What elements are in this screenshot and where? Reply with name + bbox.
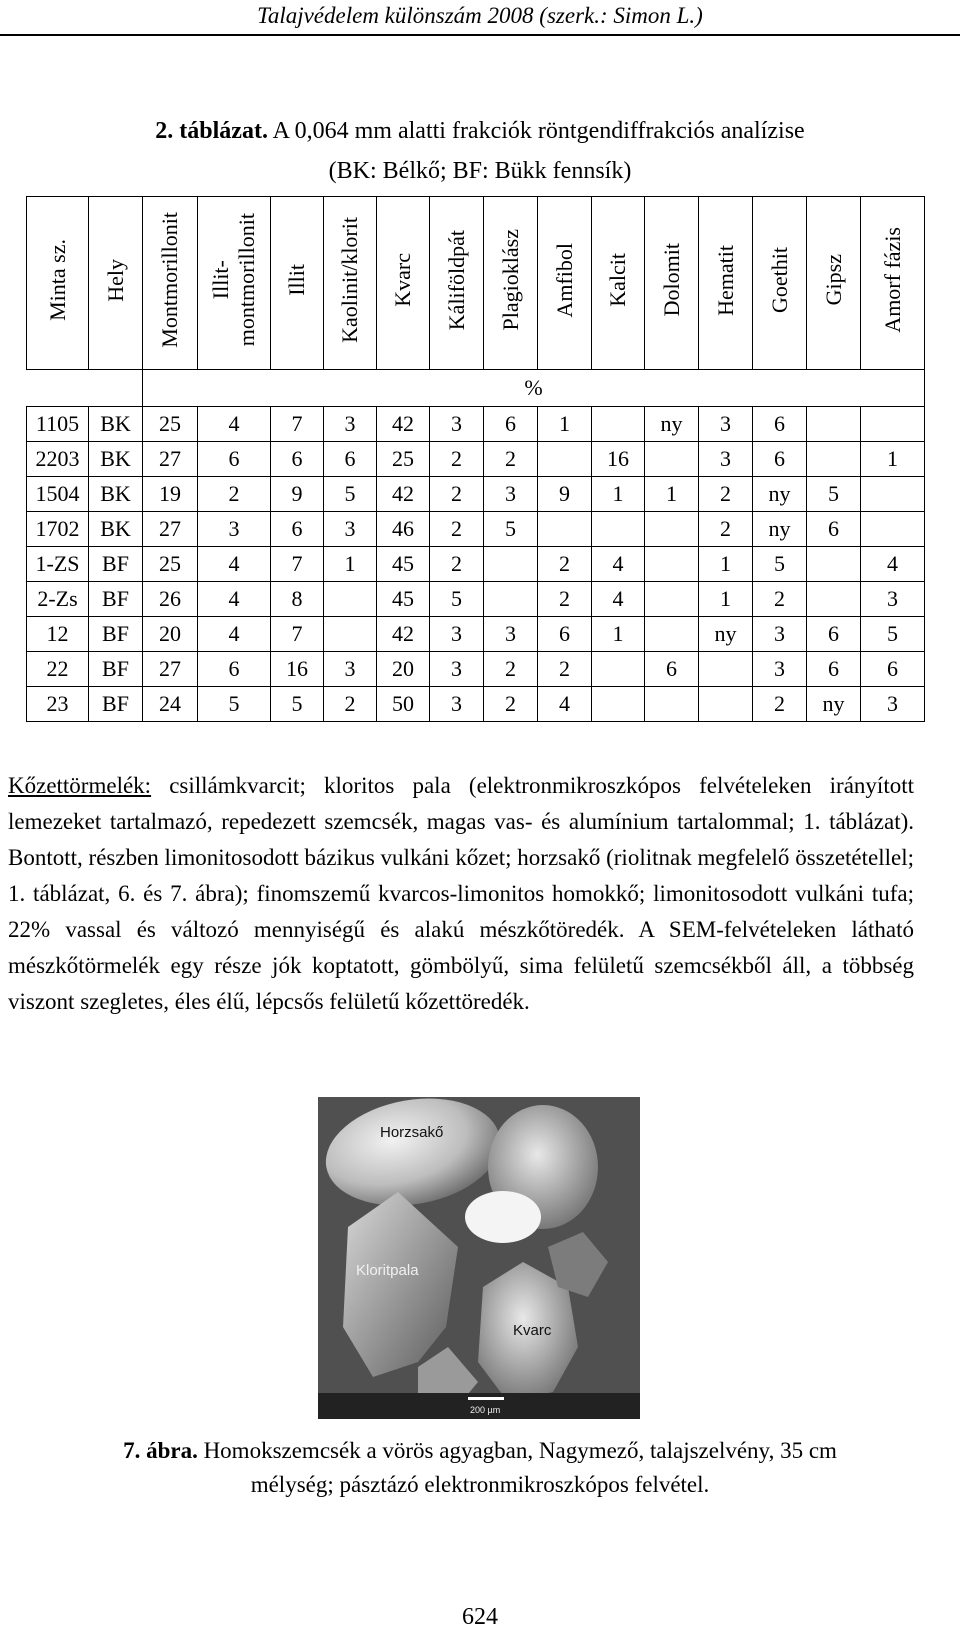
- table-cell: 5: [198, 687, 271, 722]
- table-cell: 20: [143, 617, 198, 652]
- table-cell: 2: [753, 687, 807, 722]
- table-cell: ny: [699, 617, 753, 652]
- scale-label: 200 µm: [470, 1405, 501, 1415]
- table-cell: 8: [271, 582, 324, 617]
- table-cell: 24: [143, 687, 198, 722]
- table-row: [27, 547, 925, 582]
- table-cell: 1702: [27, 512, 89, 547]
- table-cell: 6: [807, 617, 861, 652]
- table-cell: 2: [538, 652, 592, 687]
- table-cell: 2: [484, 442, 538, 477]
- column-header: [538, 197, 592, 370]
- table-cell: 2: [430, 512, 484, 547]
- table-cell: 3: [324, 512, 377, 547]
- table-cell: 1: [592, 477, 645, 512]
- pumice-label: Horzsakő: [380, 1124, 444, 1141]
- figure-caption-text: Homokszemcsék a vörös agyagban, Nagymező, talajszelvény, 35 cm: [197, 1438, 837, 1463]
- table-cell: 2: [198, 477, 271, 512]
- table-cell: 9: [538, 477, 592, 512]
- table-cell: BF: [89, 652, 143, 687]
- table-caption-line2: (BK: Bélkő; BF: Bükk fennsík): [328, 158, 632, 184]
- column-header: [753, 197, 807, 370]
- table-cell: 22: [27, 652, 89, 687]
- xrd-table: [26, 196, 925, 722]
- table-cell: 3: [324, 407, 377, 442]
- table-cell: [645, 442, 699, 477]
- column-header-label: Illit- montmorillonit: [208, 213, 259, 347]
- table-cell: [484, 547, 538, 582]
- table-cell: BF: [89, 582, 143, 617]
- table-row: [27, 407, 925, 442]
- table-cell: [592, 512, 645, 547]
- table-cell: 2: [484, 687, 538, 722]
- table-cell: [592, 687, 645, 722]
- table-cell: 2: [484, 652, 538, 687]
- table-cell: BF: [89, 617, 143, 652]
- table-cell: 6: [324, 442, 377, 477]
- column-header-label: Hely: [102, 258, 128, 302]
- figure-caption: [20, 1434, 940, 1468]
- table-cell: 2-Zs: [27, 582, 89, 617]
- table-cell: BK: [89, 512, 143, 547]
- column-header-label: Amfibol: [551, 242, 577, 318]
- column-header: [861, 197, 925, 370]
- table-cell: 2: [430, 477, 484, 512]
- table-cell: 4: [538, 687, 592, 722]
- column-header: [324, 197, 377, 370]
- table-cell: 27: [143, 512, 198, 547]
- table-cell: 1: [324, 547, 377, 582]
- table-cell: 3: [430, 617, 484, 652]
- figure-caption-line2: mélység; pásztázó elektronmikroszkópos felvétel.: [250, 1472, 710, 1497]
- table-cell: 5: [753, 547, 807, 582]
- table-cell: 6: [484, 407, 538, 442]
- paragraph-lead: Kőzettörmelék:: [8, 773, 152, 798]
- table-cell: [807, 547, 861, 582]
- table-cell: 6: [753, 442, 807, 477]
- chlorite-label: Kloritpala: [356, 1262, 419, 1279]
- column-header-label: Kaolinit/klorit: [337, 217, 362, 343]
- column-header-label: Goethit: [766, 247, 792, 313]
- column-header-label: Illit: [284, 264, 309, 296]
- column-header-label: Dolomit: [658, 243, 684, 317]
- table-cell: 3: [753, 652, 807, 687]
- table-cell: 3: [699, 442, 753, 477]
- table-cell: [645, 547, 699, 582]
- table-cell: 3: [430, 687, 484, 722]
- table-cell: 6: [807, 512, 861, 547]
- column-header: [271, 197, 324, 370]
- table-cell: 1-ZS: [27, 547, 89, 582]
- table-cell: 1: [645, 477, 699, 512]
- table-cell: [538, 442, 592, 477]
- table-cell: 4: [198, 407, 271, 442]
- table-cell: BF: [89, 687, 143, 722]
- table-cell: 4: [861, 547, 925, 582]
- table-cell: 50: [377, 687, 430, 722]
- column-header-label: Amorf fázis: [879, 227, 905, 333]
- table-cell: 3: [861, 582, 925, 617]
- table-cell: 3: [324, 652, 377, 687]
- column-header: [484, 197, 538, 370]
- table-cell: [324, 617, 377, 652]
- paragraph-text: csillámkvarcit; kloritos pala (elektronmikroszkópos felvételeken irányított lemezeket tartalmazó, repedezett szemcsék, magas vas- és alumínium tartalommal; 1. táblázat). Bontott, részben limonitosodott bázikus vulkáni kőzet; horzsakő (riolitnak megfelelő összetétellel; 1. táblázat, 6. és 7. ábra); finomszemű kvarcos-limonitos homokkő; limonitosodott vulkáni tufa; 22% vassal és változó mennyiségű és alakú mészkőtöredék. A SEM-felvételeken látható mészkőtörmelék egy része jók koptatott, gömbölyű, sima felületű szemcsékből áll, a többség viszont szegletes, éles élű, lépcsős felületű kőzettöredék.: [8, 773, 914, 1014]
- table-cell: 3: [753, 617, 807, 652]
- column-header-label: Gipsz: [820, 254, 846, 306]
- column-header-label: Kalcit: [605, 253, 630, 307]
- table-caption-text: A 0,064 mm alatti frakciók röntgendiffrakciós analízise: [267, 118, 805, 144]
- table-cell: ny: [753, 477, 807, 512]
- page-number: 624: [462, 1604, 498, 1630]
- table-cell: 6: [861, 652, 925, 687]
- unit-row: [27, 370, 925, 407]
- table-cell: 20: [377, 652, 430, 687]
- bright-grain: [465, 1191, 541, 1243]
- column-header: [377, 197, 430, 370]
- table-cell: 1: [699, 582, 753, 617]
- table-cell: 23: [27, 687, 89, 722]
- table-cell: 6: [271, 442, 324, 477]
- table-cell: 1: [538, 407, 592, 442]
- table-cell: 16: [271, 652, 324, 687]
- table-cell: 27: [143, 652, 198, 687]
- table-cell: 6: [271, 512, 324, 547]
- table-cell: [861, 477, 925, 512]
- table-cell: 7: [271, 617, 324, 652]
- column-header-row: [27, 197, 925, 370]
- sem-micrograph: [318, 1097, 640, 1419]
- table-cell: [592, 652, 645, 687]
- table-cell: [484, 582, 538, 617]
- table-cell: ny: [645, 407, 699, 442]
- table-cell: [807, 442, 861, 477]
- table-cell: 3: [699, 407, 753, 442]
- table-cell: 2: [430, 442, 484, 477]
- table-cell: 26: [143, 582, 198, 617]
- table-cell: 3: [430, 407, 484, 442]
- table-cell: 4: [198, 547, 271, 582]
- table-cell: 25: [377, 442, 430, 477]
- table-cell: 3: [430, 652, 484, 687]
- column-header: [198, 197, 271, 370]
- table-cell: [807, 582, 861, 617]
- column-header: [699, 197, 753, 370]
- column-header: [645, 197, 699, 370]
- table-cell: 1: [861, 442, 925, 477]
- table-cell: 19: [143, 477, 198, 512]
- unit-label: %: [143, 370, 925, 407]
- table-cell: 1: [592, 617, 645, 652]
- table-cell: [592, 407, 645, 442]
- table-cell: 1: [699, 547, 753, 582]
- table-body: [27, 407, 925, 722]
- quartz-label: Kvarc: [513, 1322, 552, 1339]
- table-cell: 1105: [27, 407, 89, 442]
- table-cell: 45: [377, 582, 430, 617]
- table-cell: 9: [271, 477, 324, 512]
- running-header: Talajvédelem különszám 2008 (szerk.: Simon L.): [0, 0, 960, 36]
- column-header: [592, 197, 645, 370]
- table-row: [27, 652, 925, 687]
- column-header: [89, 197, 143, 370]
- table-cell: 25: [143, 547, 198, 582]
- column-header: [143, 197, 198, 370]
- table-cell: 7: [271, 407, 324, 442]
- table-cell: [645, 687, 699, 722]
- table-cell: 6: [753, 407, 807, 442]
- body-paragraph: [8, 768, 914, 1020]
- figure-caption-label: 7. ábra.: [123, 1438, 198, 1463]
- table-cell: 25: [143, 407, 198, 442]
- table-cell: 2: [538, 547, 592, 582]
- table-cell: 5: [430, 582, 484, 617]
- table-cell: ny: [807, 687, 861, 722]
- table-cell: [324, 582, 377, 617]
- column-header-label: Montmorillonit: [157, 212, 182, 348]
- table-cell: 2: [699, 477, 753, 512]
- table-cell: BK: [89, 477, 143, 512]
- table-cell: BF: [89, 547, 143, 582]
- table-cell: 5: [271, 687, 324, 722]
- table-row: [27, 617, 925, 652]
- table-cell: 6: [645, 652, 699, 687]
- table-cell: 5: [861, 617, 925, 652]
- table-cell: 2: [430, 547, 484, 582]
- sem-image: [318, 1097, 640, 1419]
- table-row: [27, 477, 925, 512]
- table-cell: 27: [143, 442, 198, 477]
- table-cell: 6: [198, 652, 271, 687]
- table-cell: [861, 512, 925, 547]
- table-cell: 3: [198, 512, 271, 547]
- table-cell: 6: [538, 617, 592, 652]
- column-header: [430, 197, 484, 370]
- table-caption: [0, 118, 960, 145]
- table-cell: 46: [377, 512, 430, 547]
- table-cell: 7: [271, 547, 324, 582]
- table-cell: 6: [198, 442, 271, 477]
- table-cell: [538, 512, 592, 547]
- table-row: [27, 582, 925, 617]
- column-header-label: Káliföldpát: [443, 229, 469, 331]
- table-cell: 5: [324, 477, 377, 512]
- table-cell: 1504: [27, 477, 89, 512]
- table-caption-label: 2. táblázat.: [155, 118, 268, 144]
- table-cell: [645, 582, 699, 617]
- table-cell: 42: [377, 407, 430, 442]
- table-cell: [861, 407, 925, 442]
- table-cell: 16: [592, 442, 645, 477]
- table-row: [27, 442, 925, 477]
- table-cell: 12: [27, 617, 89, 652]
- table-cell: 2: [324, 687, 377, 722]
- table-cell: 4: [198, 617, 271, 652]
- table-cell: BK: [89, 442, 143, 477]
- scale-bar: [468, 1397, 504, 1400]
- table-row: [27, 687, 925, 722]
- table-cell: 4: [592, 582, 645, 617]
- table-cell: [645, 617, 699, 652]
- table-cell: 4: [198, 582, 271, 617]
- table-row: [27, 512, 925, 547]
- table-cell: 3: [484, 477, 538, 512]
- table-cell: [807, 407, 861, 442]
- table-cell: 3: [861, 687, 925, 722]
- column-header-label: Kvarc: [390, 253, 415, 307]
- table-cell: 42: [377, 477, 430, 512]
- column-header: [807, 197, 861, 370]
- column-header-label: Minta sz.: [44, 239, 70, 321]
- table-cell: 2: [753, 582, 807, 617]
- table-cell: 2203: [27, 442, 89, 477]
- table-cell: [699, 652, 753, 687]
- column-header: [27, 197, 89, 370]
- table-cell: 2: [699, 512, 753, 547]
- table-cell: 4: [592, 547, 645, 582]
- column-header-label: Hematit: [712, 244, 738, 316]
- table-cell: ny: [753, 512, 807, 547]
- table-cell: BK: [89, 407, 143, 442]
- table-cell: [645, 512, 699, 547]
- table-cell: 5: [484, 512, 538, 547]
- table-cell: 2: [538, 582, 592, 617]
- table-cell: 5: [807, 477, 861, 512]
- table-cell: 6: [807, 652, 861, 687]
- table-cell: 3: [484, 617, 538, 652]
- table-cell: [699, 687, 753, 722]
- table-cell: 45: [377, 547, 430, 582]
- table-cell: 42: [377, 617, 430, 652]
- column-header-label: Plagioklász: [497, 229, 523, 331]
